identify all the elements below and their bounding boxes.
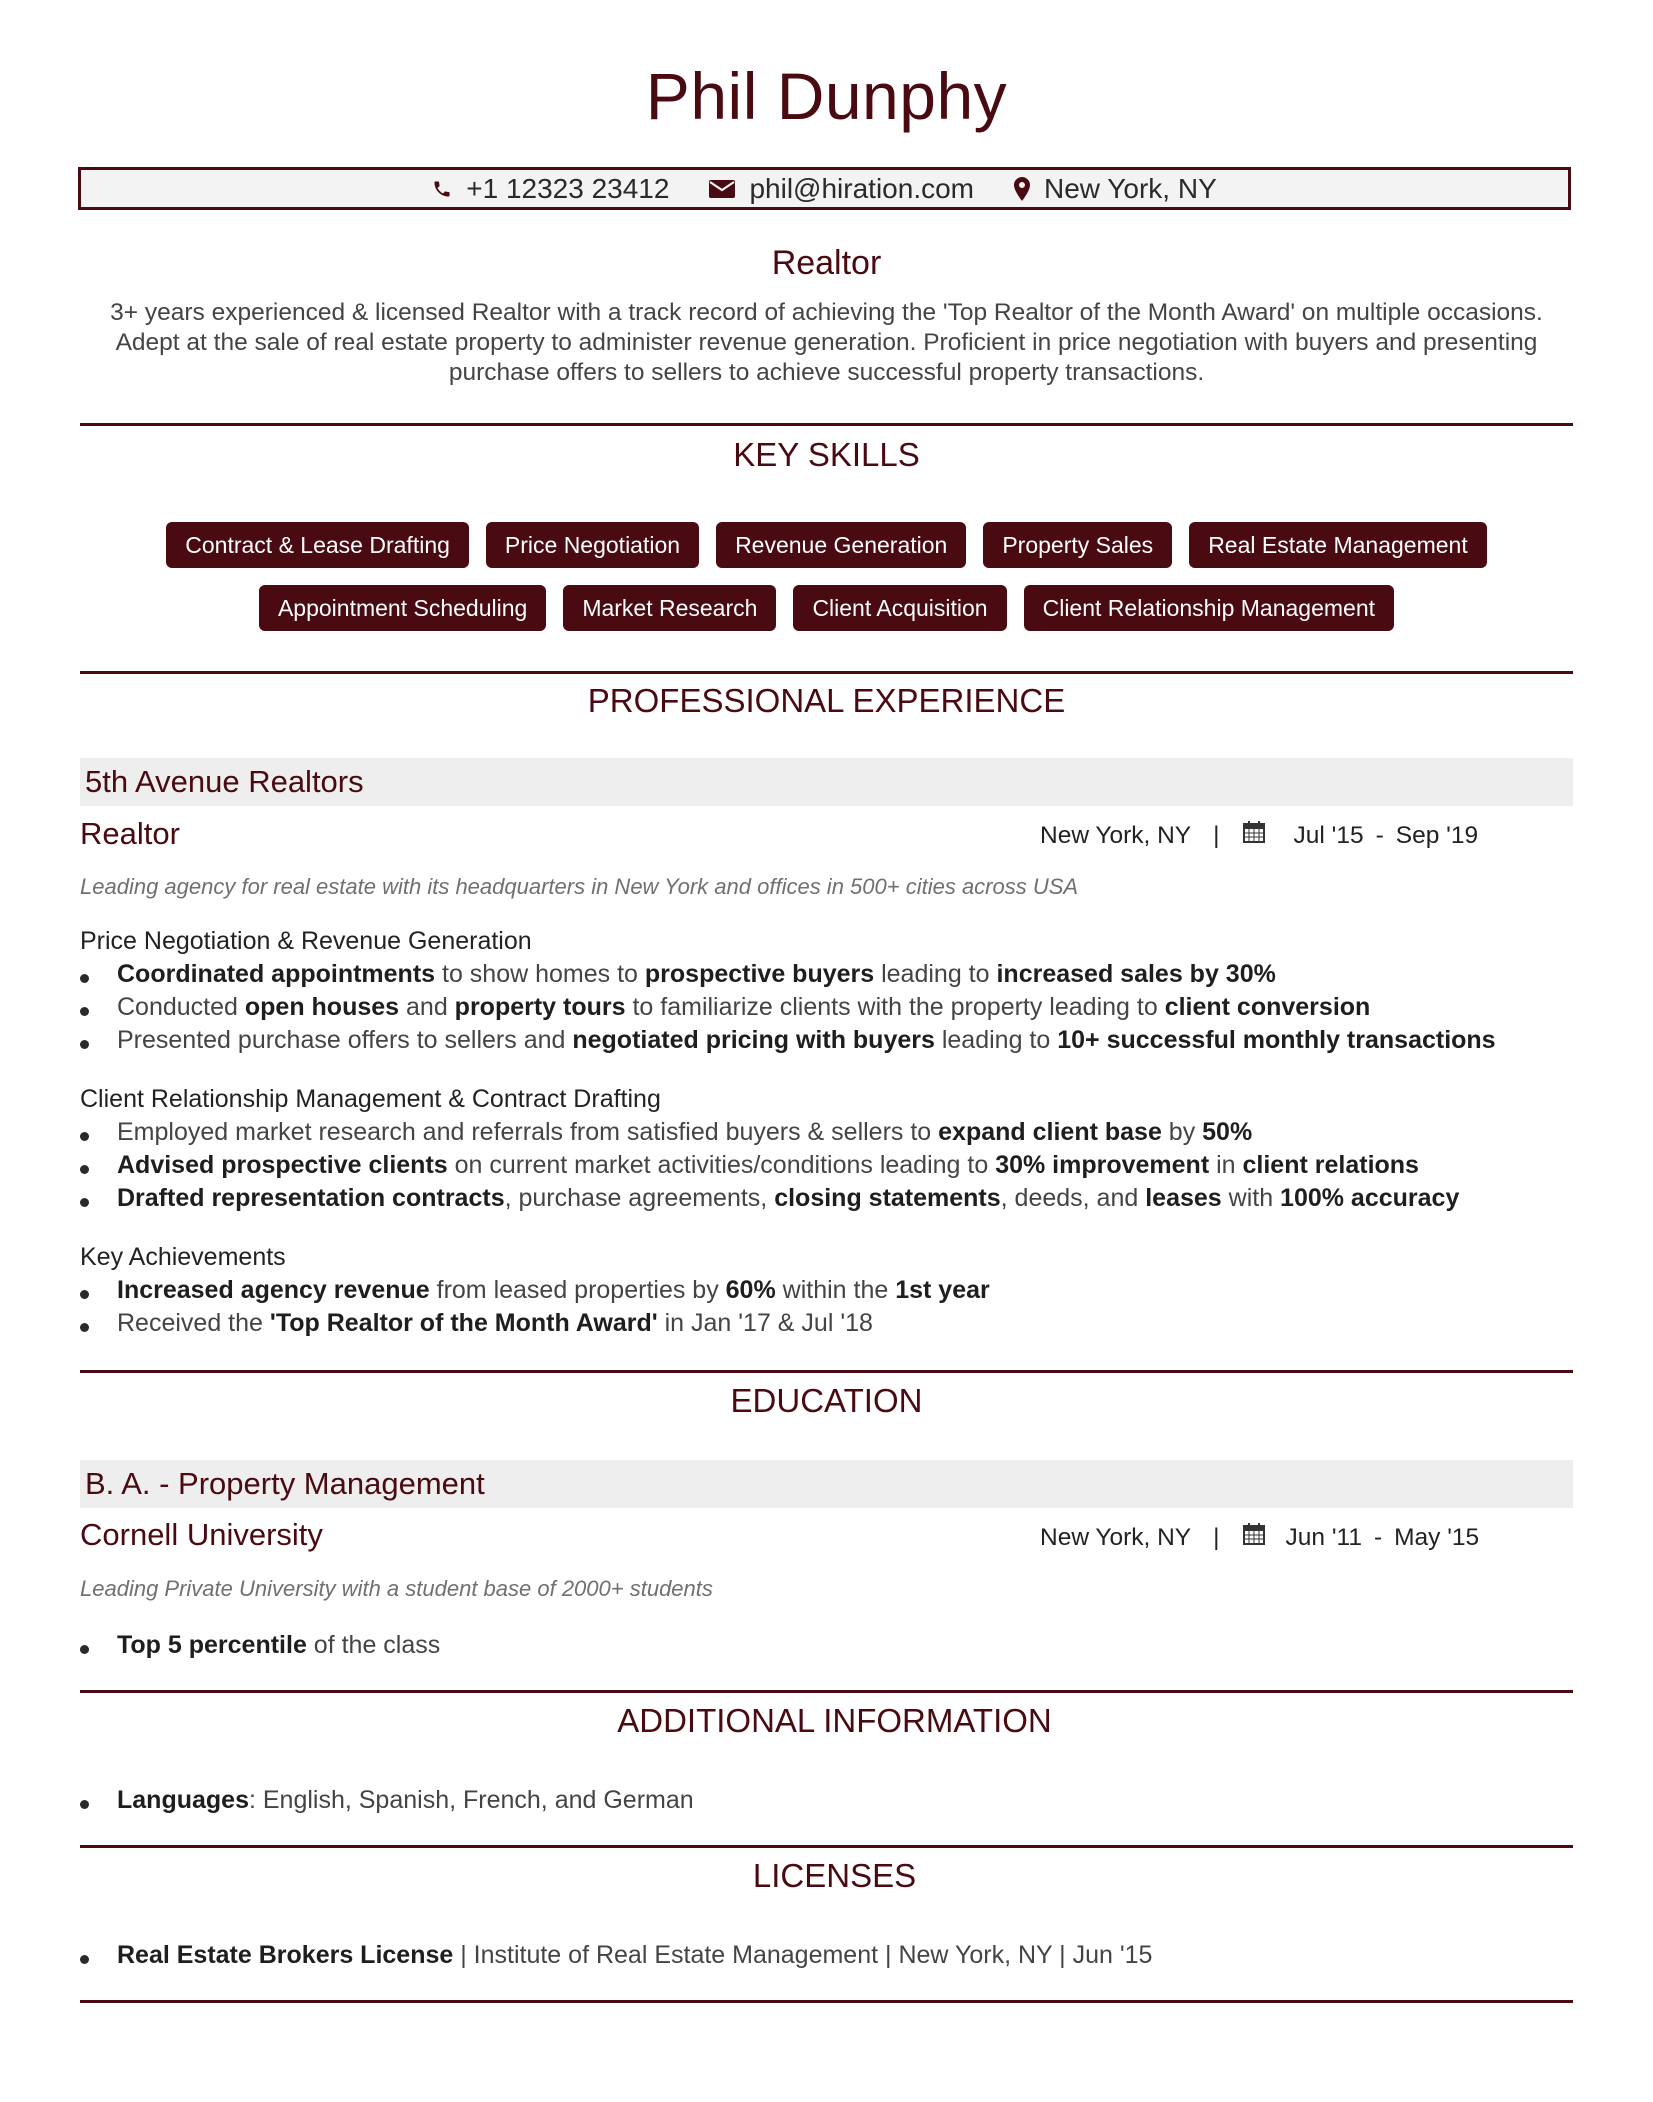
skills-row-1	[0, 522, 1653, 568]
bullet-item	[80, 1631, 441, 1660]
bullet-text	[117, 1786, 694, 1814]
company-name: 5th Avenue Realtors	[80, 758, 1573, 806]
skill-tag: Client Acquisition	[793, 585, 1006, 631]
section-divider	[80, 1370, 1573, 1373]
bullet-emphasis: 50%	[1202, 1118, 1253, 1146]
job-meta	[1040, 820, 1478, 851]
degree-name: B. A. - Property Management	[80, 1460, 1573, 1508]
section-divider	[80, 1845, 1573, 1848]
profile-headline: Realtor	[771, 244, 882, 282]
bullet-run: of the class	[306, 1631, 441, 1659]
bullet-text	[117, 1309, 873, 1337]
bullet-run: | Institute of Real Estate Management | New York, NY | Jun '15	[453, 1941, 1153, 1969]
experience-group-heading: Key Achievements	[80, 1243, 286, 1271]
bullet-item	[80, 1276, 990, 1305]
section-divider	[80, 1690, 1573, 1693]
school-description: Leading Private University with a student base of 2000+ students	[80, 1576, 713, 1601]
bullet-text	[117, 1631, 440, 1659]
bullet-run: on current market activities/conditions leading to	[447, 1151, 996, 1179]
bullet-run: leading to	[934, 1026, 1058, 1054]
map-marker-icon	[1014, 177, 1030, 201]
job-end-date: Sep '19	[1395, 821, 1479, 849]
school-location: New York, NY	[1040, 1523, 1192, 1551]
skill-tag: Client Relationship Management	[1024, 585, 1394, 631]
section-divider	[80, 671, 1573, 674]
bullet-run: Employed market research and referrals from satisfied buyers & sellers to	[117, 1118, 939, 1146]
contact-location	[1014, 173, 1217, 205]
phone-icon	[432, 179, 452, 199]
bullet-text	[117, 1276, 990, 1304]
bullet-emphasis: 100% accuracy	[1280, 1184, 1460, 1212]
contact-phone	[432, 173, 669, 205]
bullet-emphasis: Advised prospective clients	[117, 1151, 448, 1179]
job-location: New York, NY	[1040, 821, 1192, 849]
bullet-emphasis: Drafted representation contracts	[117, 1184, 505, 1212]
bullet-emphasis: negotiated pricing with buyers	[572, 1026, 935, 1054]
skill-tag: Property Sales	[983, 522, 1172, 568]
bullet-item	[80, 1786, 694, 1815]
meta-separator: |	[1213, 821, 1220, 849]
section-divider	[80, 2000, 1573, 2003]
bullet-run: and	[399, 993, 455, 1021]
education-meta	[1040, 1522, 1479, 1553]
bullet-emphasis: open houses	[244, 993, 400, 1021]
bullet-emphasis: client conversion	[1164, 993, 1371, 1021]
bullet-emphasis: 30% improvement	[995, 1151, 1210, 1179]
email-address[interactable]: phil@hiration.com	[749, 172, 974, 204]
bullet-item	[80, 1151, 1419, 1180]
bullet-text	[117, 960, 1276, 988]
bullet-item	[80, 1309, 873, 1338]
experience-group-heading: Price Negotiation & Revenue Generation	[80, 927, 532, 955]
additional-info-title: ADDITIONAL INFORMATION	[617, 1702, 1052, 1739]
bullet-emphasis: client relations	[1242, 1151, 1419, 1179]
skill-tag: Real Estate Management	[1189, 522, 1487, 568]
bullet-text	[117, 1118, 1252, 1146]
bullet-run: Presented purchase offers to sellers and	[117, 1026, 573, 1054]
experience-group-heading: Client Relationship Management & Contract Drafting	[80, 1085, 661, 1113]
bullet-run: Received the	[117, 1309, 270, 1337]
meta-separator: |	[1213, 1523, 1220, 1551]
bullet-emphasis: 10+ successful monthly transactions	[1057, 1026, 1496, 1054]
bullet-run: , purchase agreements,	[504, 1184, 775, 1212]
bullet-run: within the	[775, 1276, 896, 1304]
education-end-date: May '15	[1394, 1523, 1480, 1551]
bullet-item	[80, 1118, 1253, 1147]
section-divider	[80, 423, 1573, 426]
bullet-text	[117, 1151, 1419, 1179]
profile-summary: 3+ years experienced & licensed Realtor with a track record of achieving the 'Top Realtor of the Month Award' on multiple occasions. Adept at the sale of real estate property to administer revenue generation. Proficient in price negotiation with buyers and presenting purchase offers to sellers to achieve successful property transactions.	[110, 299, 1543, 386]
calendar-icon	[1242, 1522, 1266, 1553]
skill-tag: Price Negotiation	[486, 522, 699, 568]
bullet-emphasis: prospective buyers	[644, 960, 875, 988]
key-skills-title: KEY SKILLS	[733, 436, 920, 473]
bullet-emphasis: Languages	[117, 1786, 249, 1814]
bullet-run: by	[1161, 1118, 1203, 1146]
bullet-emphasis: 'Top Realtor of the Month Award'	[269, 1309, 658, 1337]
job-role: Realtor	[80, 816, 180, 851]
bullet-run: with	[1221, 1184, 1281, 1212]
bullet-item	[80, 1184, 1460, 1213]
bullet-item	[80, 993, 1371, 1022]
contact-email	[709, 173, 974, 205]
bullet-run: from leased properties by	[429, 1276, 726, 1304]
company-description: Leading agency for real estate with its headquarters in New York and offices in 500+ cities across USA	[80, 874, 1079, 899]
skill-tag: Appointment Scheduling	[259, 585, 546, 631]
school-name: Cornell University	[80, 1517, 323, 1552]
candidate-name: Phil Dunphy	[645, 59, 1008, 133]
education-start-date: Jun '11	[1285, 1523, 1362, 1551]
date-dash: -	[1375, 821, 1384, 849]
bullet-run: , deeds, and	[1000, 1184, 1146, 1212]
bullet-emphasis: increased sales by 30%	[996, 960, 1276, 988]
bullet-emphasis: Increased agency revenue	[117, 1276, 430, 1304]
bullet-emphasis: Top 5 percentile	[117, 1631, 307, 1659]
bullet-item	[80, 960, 1276, 989]
bullet-text	[117, 1184, 1459, 1212]
experience-title: PROFESSIONAL EXPERIENCE	[587, 682, 1066, 719]
bullet-emphasis: Real Estate Brokers License	[117, 1941, 454, 1969]
skill-tag: Market Research	[563, 585, 776, 631]
bullet-item	[80, 1026, 1496, 1055]
job-start-date: Jul '15	[1293, 821, 1364, 849]
bullet-run: : English, Spanish, French, and German	[248, 1786, 694, 1814]
skills-row-2	[0, 585, 1653, 631]
bullet-emphasis: closing statements	[774, 1184, 1001, 1212]
bullet-emphasis: property tours	[454, 993, 626, 1021]
bullet-run: to show homes to	[435, 960, 645, 988]
bullet-emphasis: 1st year	[895, 1276, 990, 1304]
bullet-run: leading to	[874, 960, 997, 988]
envelope-icon	[709, 179, 735, 199]
skill-tag: Revenue Generation	[716, 522, 966, 568]
skill-tag: Contract & Lease Drafting	[166, 522, 469, 568]
bullet-item	[80, 1941, 1153, 1970]
bullet-text	[117, 993, 1370, 1021]
education-title: EDUCATION	[730, 1382, 923, 1419]
phone-number: +1 12323 23412	[466, 172, 670, 204]
contact-bar	[78, 167, 1571, 210]
bullet-run: in Jan '17 & Jul '18	[657, 1309, 873, 1337]
calendar-icon	[1242, 820, 1266, 851]
date-dash: -	[1373, 1523, 1383, 1551]
bullet-run: Conducted	[117, 993, 245, 1021]
bullet-text	[117, 1941, 1152, 1969]
bullet-run: in	[1209, 1151, 1243, 1179]
bullet-emphasis: 60%	[725, 1276, 776, 1304]
bullet-text	[117, 1026, 1496, 1054]
bullet-emphasis: leases	[1145, 1184, 1222, 1212]
bullet-run: to familiarize clients with the property leading to	[625, 993, 1165, 1021]
licenses-title: LICENSES	[752, 1857, 917, 1894]
bullet-emphasis: Coordinated appointments	[117, 960, 436, 988]
bullet-emphasis: expand client base	[938, 1118, 1162, 1146]
location-text: New York, NY	[1044, 172, 1217, 204]
